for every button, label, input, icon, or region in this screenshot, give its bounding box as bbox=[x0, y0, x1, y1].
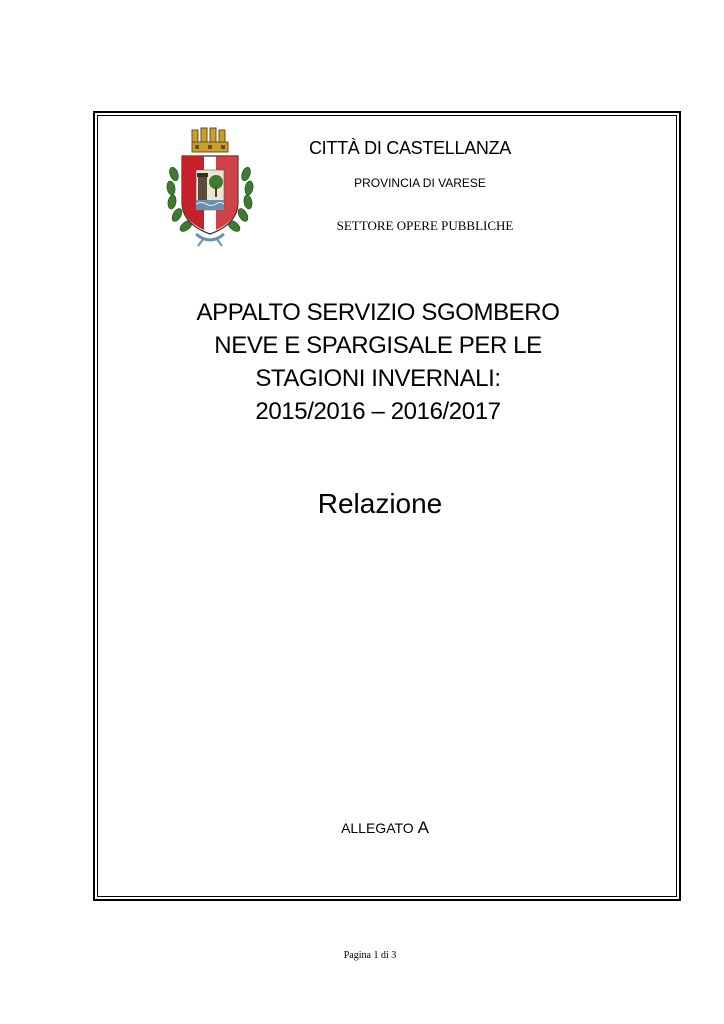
shield-icon bbox=[182, 156, 238, 234]
title-line: NEVE E SPARGISALE PER LE bbox=[214, 332, 542, 359]
province-name: PROVINCIA DI VARESE bbox=[354, 176, 486, 190]
page-indicator: Pagina 1 di 3 bbox=[343, 950, 397, 961]
attachment-label-text: ALLEGATO bbox=[341, 820, 414, 836]
document-subtitle: Relazione bbox=[317, 488, 443, 519]
coat-of-arms-icon bbox=[164, 124, 256, 248]
title-line: STAGIONI INVERNALI: bbox=[255, 365, 501, 392]
attachment-label bbox=[300, 818, 470, 838]
title-line: 2015/2016 – 2016/2017 bbox=[255, 398, 501, 425]
crown-icon bbox=[192, 128, 228, 152]
attachment-letter: A bbox=[417, 818, 429, 837]
title-line: APPALTO SERVIZIO SGOMBERO bbox=[196, 299, 560, 326]
ribbon-icon bbox=[196, 234, 224, 246]
sector-name: SETTORE OPERE PUBBLICHE bbox=[336, 218, 514, 233]
town-name: CITTÀ DI CASTELLANZA bbox=[308, 138, 512, 158]
document-title bbox=[150, 296, 606, 428]
